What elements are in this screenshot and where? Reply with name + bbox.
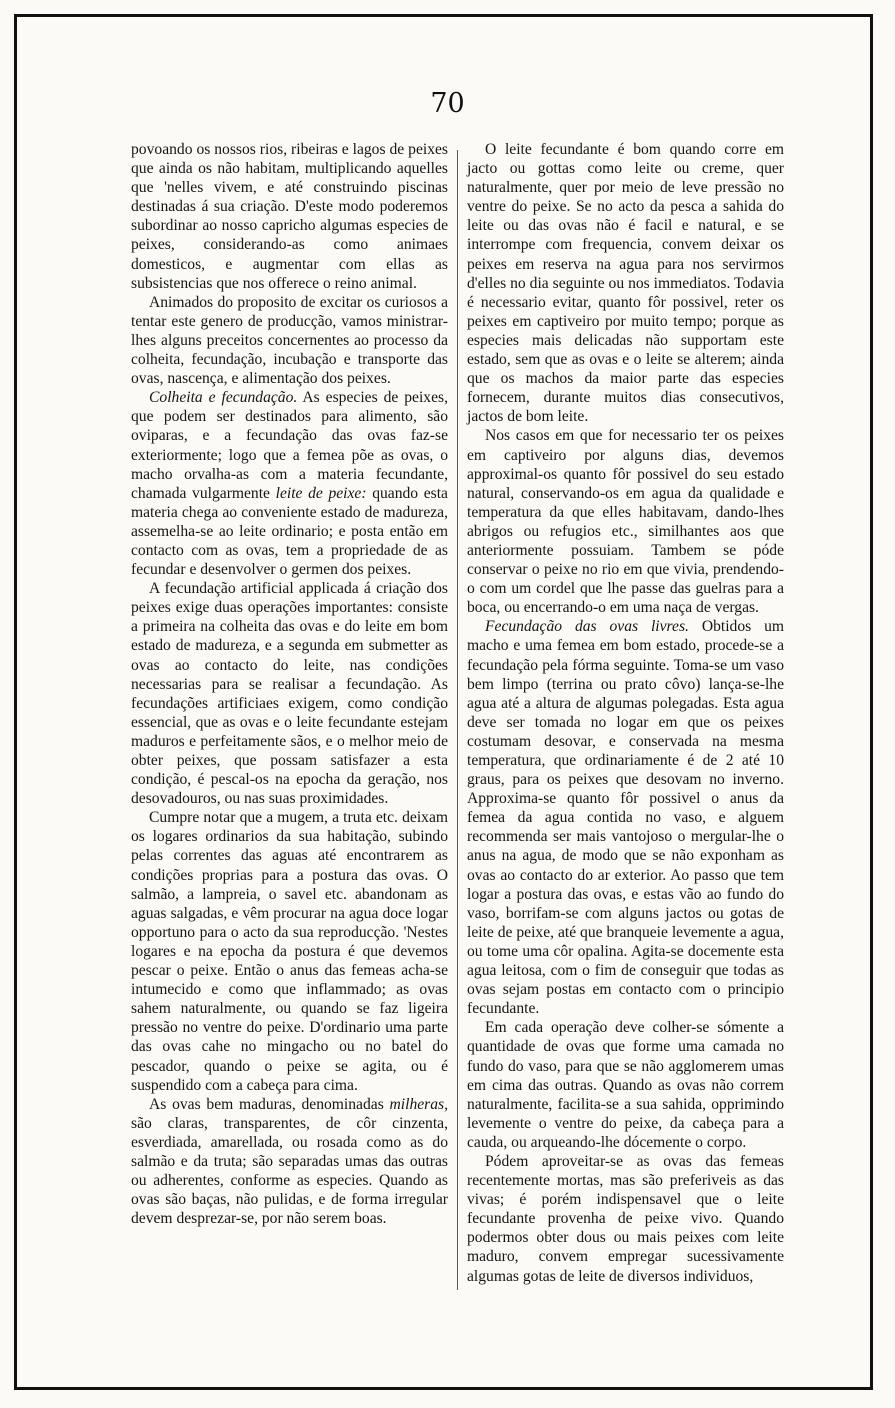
paragraph: Cumpre notar que a mugem, a truta etc. deixam os logares ordinarios da sua habitação, subindo pelas correntes das aguas até encontrarem as condições proprias para a postura das ovas. O salmão, a lampreia, o savel etc. abandonam as aguas salgadas, e vêm procurar na agua doce logar opportuno para o acto da sua reproducção. 'Nestes logares e na epocha da postura é que devemos pescar o peixe. Então o anus das femeas acha-se intumecido e como que inflammado; as ovas sahem naturalmente, ou quando se faz ligeira pressão no ventre do peixe. D'ordinario uma parte das ovas cahe no mingacho ou no batel do pescador, quando o peixe se agita, ou é suspendido com a cabeça para cima. xyxy=(131,809,448,1094)
paragraph-text: As ovas bem maduras, denominadas xyxy=(149,1095,384,1113)
paragraph xyxy=(131,1095,448,1229)
paragraph xyxy=(131,388,448,579)
paragraph: Pódem aproveitar-se as ovas das femeas recentemente mortas, mas são preferiveis as das vivas; é porém indispensavel que o leite fecundante provenha de peixe vivo. Quando podermos obter dous ou mais peixes com leite maduro, convem empregar sucessivamente algumas gotas de leite de diversos individuos, xyxy=(467,1152,784,1285)
paragraph-text: As especies de peixes, que podem ser destinados para alimento, são oviparas, e a fecundação das ovas faz-se exteriormente; logo que a femea põe as ovas, o macho orvalha-as com a materia fecundante, chamada vulgarmente xyxy=(131,389,448,502)
paragraph xyxy=(467,617,784,1018)
paragraph: O leite fecundante é bom quando corre em jacto ou gottas como leite ou creme, quer naturalmente, quer por meio de leve pressão no ventre do peixe. Se no acto da pesca a sahida do leite ou das ovas não é facil e natural, e se interrompe com frequencia, convem deixar os peixes em reserva na agua para nos servirmos d'elles no dia seguinte ou nos immediatos. Todavia é necessario evitar, quanto fôr possivel, reter os peixes em captiveiro por muito tempo; porque as especies mais delicadas não supportam este estado, sem que as ovas e o leite se alterem; ainda que os machos da maior parte das especies fornecem, durante muitos dias consecutivos, jactos de bom leite. xyxy=(467,141,784,426)
page-number: 70 xyxy=(430,88,465,119)
paragraph: Animados do proposito de excitar os curiosos a tentar este genero de producção, vamos ministrar-lhes alguns preceitos concernentes ao processo da colheita, fecundação, incubação e transporte das ovas, nascença, e alimentação dos peixes. xyxy=(131,293,448,388)
paragraph: Nos casos em que for necessario ter os peixes em captiveiro por alguns dias, devemos approximal-os quanto fôr possivel do seu estado natural, conservando-os em agua da qualidade e temperatura da que elles habitavam, dando-lhes abrigos ou refugios etc., similhantes aos que anteriormente possuiam. Tambem se póde conservar o peixe no rio em que vivia, prendendo-o com um cordel que lhe passe das guelras para a boca, ou encerrando-o em uma naça de vergas. xyxy=(467,427,784,617)
paragraph: Em cada operação deve colher-se sómente a quantidade de ovas que forme uma camada no fundo do vaso, para que se não agglomerem umas em cima das outras. Quando as ovas não correm naturalmente, facilita-se a sua sahida, opprimindo levemente o ventre do peixe, da cabeça para a cauda, ou arqueando-lhe dócemente o corpo. xyxy=(467,1019,784,1151)
left-column xyxy=(131,140,448,1228)
paragraph: povoando os nossos rios, ribeiras e lagos de peixes que ainda os não habitam, multiplicando aquelles que 'nelles vivem, e até construindo piscinas destinadas á sua criação. D'este modo poderemos subordinar ao nosso capricho algumas especies de peixes, considerando-as como animaes domesticos, e augmentar com ellas as subsistencias que nos offerece o reino animal. xyxy=(131,141,448,292)
term: milheras, xyxy=(389,1095,448,1113)
right-column xyxy=(467,140,784,1286)
section-heading: Fecundação das ovas livres. xyxy=(485,618,689,636)
section-heading: Colheita e fecundação. xyxy=(149,389,298,407)
paragraph: A fecundação artificial applicada á criação dos peixes exige duas operações importantes: consiste a primeira na colheita das ovas e do leite em bom estado de madureza, e a segunda em submetter as ovas ao contacto do leite, nas condições necessarias para se realisar a fecundação. As fecundações artificiaes exigem, como condição essencial, que as ovas e o leite fecundante estejam maduros e perfeitamente sãos, e o melhor meio de obter peixes, que possam satisfazer a esta condição, é pescal-os na epocha da geração, nos desovadouros, ou nas suas proximidades. xyxy=(131,580,448,808)
paragraph-text: são claras, transparentes, de côr cinzenta, esverdiada, amarellada, ou rosada como as do salmão e da truta; são separadas umas das outras ou adherentes, conforme as especies. Quando as ovas são baças, não pulidas, e de forma irregular devem desprezar-se, por não serem boas. xyxy=(131,1114,448,1228)
paragraph-text: Obtidos um macho e uma femea em bom estado, procede-se a fecundação pela fórma seguinte. Toma-se um vaso bem limpo (terrina ou prato côvo) lança-se-lhe agua até a altura de algumas polegadas. Esta agua deve ser tomada no logar em que os peixes costumam desovar, e conservada na mesma temperatura, que ordinariamente é de 2 até 10 graus, para os peixes que desovam no inverno. Approxima-se quanto fôr possivel o anus da femea da agua contida no vaso, e alguem recommenda ser mais vantojoso o mergular-lhe o anus na agua, de modo que se não exponham as ovas ao contacto do ar exterior. Ao passo que tem logar a postura das ovas, e estas vão ao fundo do vaso, borrifam-se com alguns jactos ou gotas de leite de peixe, até que branqueie levemente a agua, ou tome uma côr opalina. Agita-se docemente esta agua leitosa, com o fim de conseguir que todas as ovas sejam postas em contacto com o principio fecundante. xyxy=(467,618,785,1018)
term: leite de peixe: xyxy=(275,484,367,502)
column-divider xyxy=(457,150,458,1290)
paragraph-text: quando esta materia chega ao conveniente estado de madureza, assemelha-se ao leite ordinario; e posta então em contacto com as ovas, tem a propriedade de as fecundar e desenvolver o germen dos peixes. xyxy=(131,484,448,579)
